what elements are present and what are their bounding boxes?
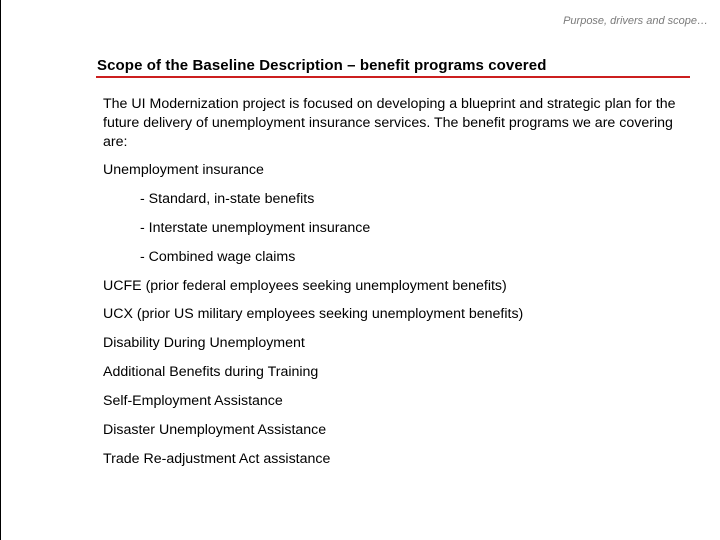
program-item: Self-Employment Assistance (103, 393, 283, 410)
slide-left-border (0, 0, 1, 540)
slide-title: Scope of the Baseline Description – benefit programs covered (97, 57, 547, 74)
section-caption: Purpose, drivers and scope… (563, 15, 708, 27)
program-item: UCFE (prior federal employees seeking unemployment benefits) (103, 277, 507, 294)
program-item: Unemployment insurance (103, 162, 264, 178)
program-item: Disaster Unemployment Assistance (103, 422, 327, 439)
title-underline (96, 76, 690, 78)
program-subitem: - Combined wage claims (140, 248, 296, 265)
program-subitem: - Standard, in-state benefits (140, 190, 315, 207)
program-item: Trade Re-adjustment Act assistance (103, 450, 331, 467)
program-item: UCX (prior US military employees seeking unemployment benefits) (103, 306, 524, 323)
intro-paragraph: The UI Modernization project is focused on developing a blueprint and strategic plan for the future delivery of unemployment insurance services. The benefit programs we are covering are: (103, 96, 676, 150)
program-item: Disability During Unemployment (103, 335, 305, 352)
program-item: Additional Benefits during Training (103, 364, 319, 381)
program-list (103, 161, 693, 479)
program-subitem: - Interstate unemployment insurance (140, 219, 371, 236)
